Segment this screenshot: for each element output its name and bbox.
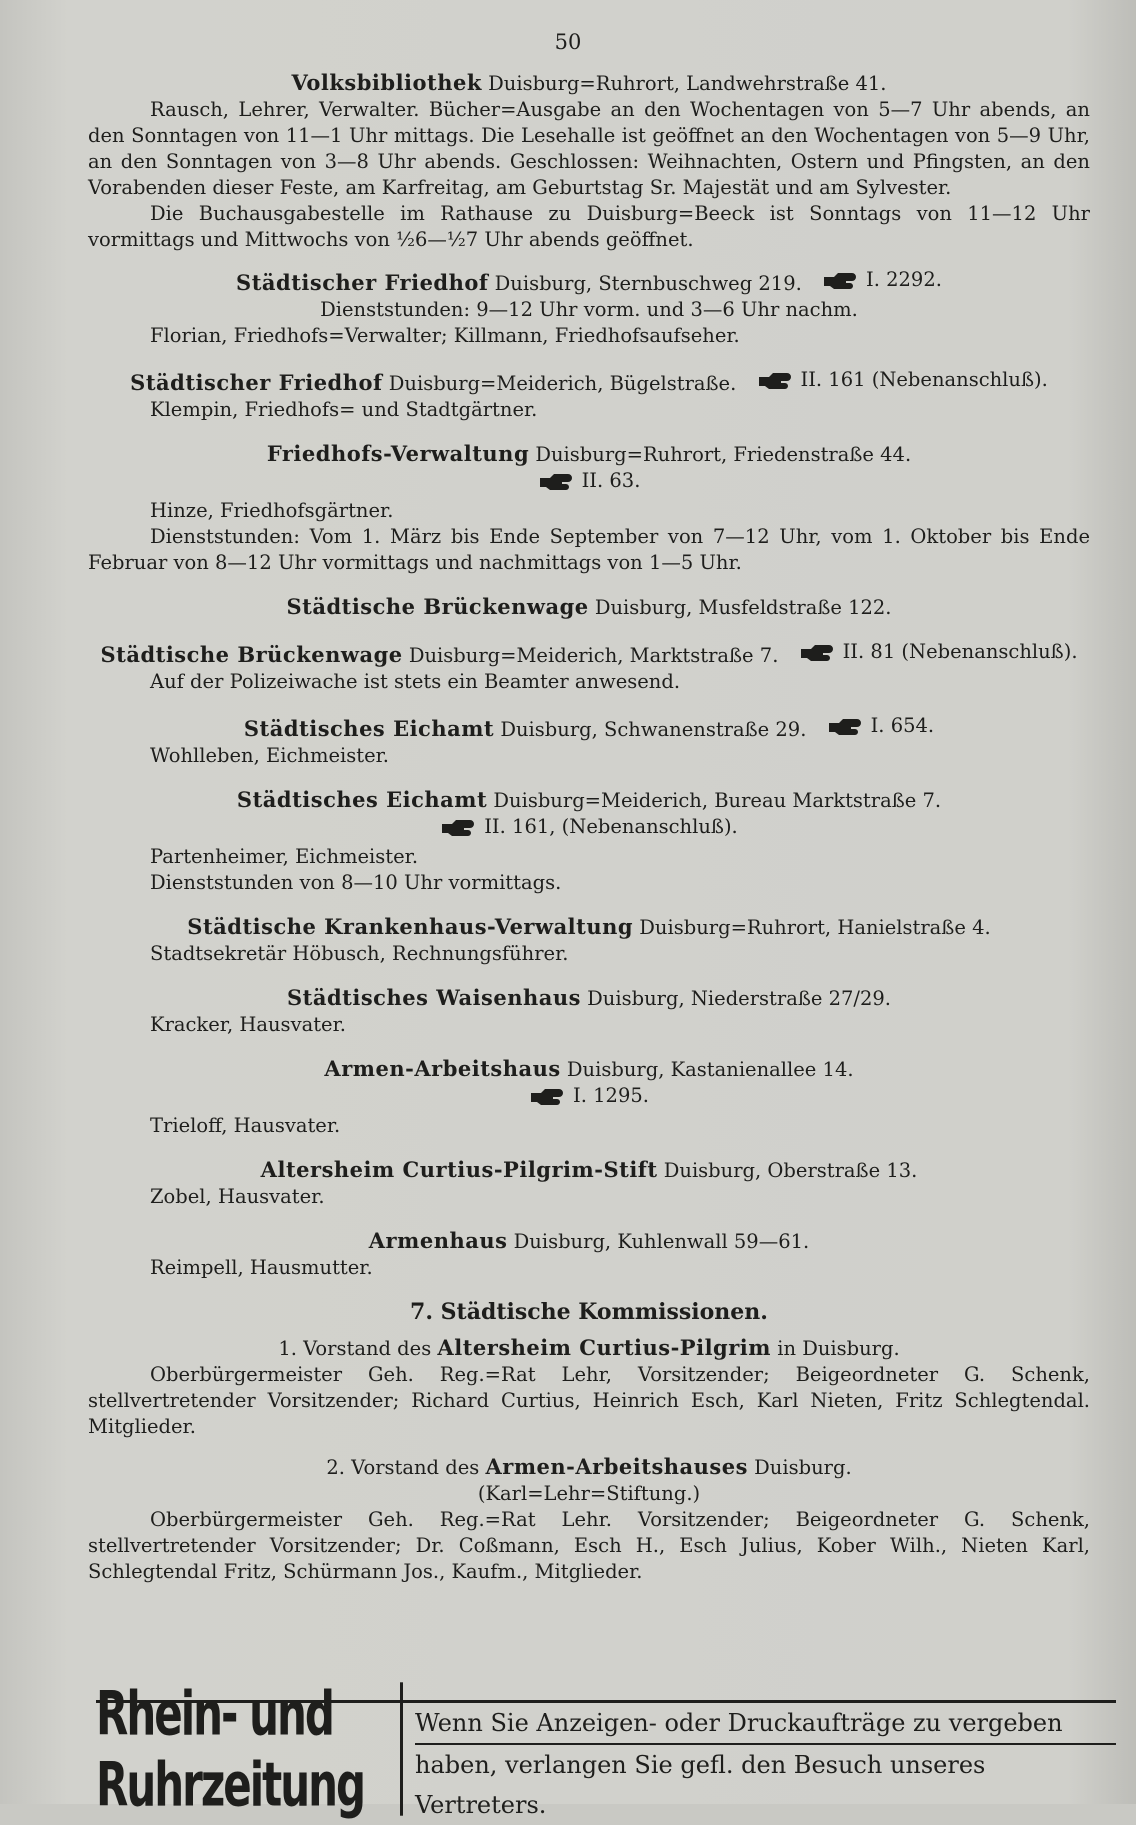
kommission-members: Oberbürgermeister Geh. Reg.=Rat Lehr, Vorsitzender; Beigeordneter G. Schenk, stellvertretender Vorsitzender; Richard Curtius, Heinrich Esch, Karl Nieten, Fritz Schlegtendal. Mitglieder. xyxy=(88,1363,1090,1438)
entry-krankenhaus xyxy=(88,914,1090,967)
entry-name: Städtischer Friedhof xyxy=(236,270,489,295)
entry-heading xyxy=(88,367,1090,397)
entry-address: Duisburg=Meiderich, Marktstraße 7. xyxy=(408,644,779,667)
entry-friedhof-meiderich xyxy=(88,367,1090,423)
entry-address: Duisburg=Ruhrort, Landwehrstraße 41. xyxy=(488,72,887,95)
entry-heading xyxy=(88,1228,1090,1255)
kommission-heading: 1. Vorstand des Altersheim Curtius-Pilgrim in Duisburg. xyxy=(278,1335,900,1360)
entry-address: Duisburg=Ruhrort, Hanielstraße 4. xyxy=(639,916,991,939)
entry-address: Duisburg, Oberstraße 13. xyxy=(663,1159,918,1182)
entry-line: Auf der Polizeiwache ist stets ein Beamter anwesend. xyxy=(150,670,681,693)
advertisement-line: haben, verlangen Sie gefl. den Besuch unseres Vertreters. xyxy=(415,1751,986,1819)
entry-name: Volksbibliothek xyxy=(291,70,482,95)
kommission-note: (Karl=Lehr=Stiftung.) xyxy=(477,1482,701,1505)
entry-heading xyxy=(88,914,1090,941)
entry-heading xyxy=(88,713,1090,743)
telephone-hand-icon xyxy=(440,817,478,837)
kommission-heading: 2. Vorstand des Armen-Arbeitshauses Duisburg. xyxy=(326,1454,852,1479)
entry-line: Florian, Friedhofs=Verwalter; Killmann, Friedhofsaufseher. xyxy=(150,324,740,347)
entry-arbeitshaus xyxy=(88,1056,1090,1139)
document-body xyxy=(88,70,1090,1599)
entry-heading xyxy=(88,639,1090,669)
entry-address: Duisburg, Kuhlenwall 59—61. xyxy=(513,1230,810,1253)
entry-friedhofsverwaltung xyxy=(88,441,1090,576)
entry-name: Städtische Krankenhaus-Verwaltung xyxy=(187,914,634,939)
telephone-hand-icon xyxy=(757,370,795,390)
entry-address: Duisburg, Niederstraße 27/29. xyxy=(587,987,891,1010)
entry-address: Duisburg, Sternbuschweg 219. xyxy=(494,272,802,295)
entry-heading xyxy=(88,70,1090,97)
entry-address: Duisburg=Meiderich, Bügelstraße. xyxy=(388,372,737,395)
entry-heading xyxy=(88,1157,1090,1184)
entry-heading xyxy=(88,441,1090,468)
kommission-name: Altersheim Curtius-Pilgrim xyxy=(437,1335,771,1360)
phone-number: II. 81 (Nebenanschluß). xyxy=(799,639,1078,665)
telephone-hand-icon xyxy=(822,270,860,290)
entry-name: Armen-Arbeitshaus xyxy=(324,1056,561,1081)
entry-line: Hinze, Friedhofsgärtner. xyxy=(150,499,394,522)
entry-friedhof-sternbuschweg xyxy=(88,267,1090,349)
entry-name: Armenhaus xyxy=(368,1228,508,1253)
telephone-hand-icon xyxy=(827,716,865,736)
entry-line: Partenheimer, Eichmeister. xyxy=(150,845,419,868)
entry-address: Duisburg, Schwanenstraße 29. xyxy=(500,718,807,741)
entry-line: Stadtsekretär Höbusch, Rechnungsführer. xyxy=(150,942,569,965)
entry-brueckenwage-meiderich xyxy=(88,639,1090,695)
entry-armenhaus xyxy=(88,1228,1090,1281)
entry-heading xyxy=(88,985,1090,1012)
telephone-hand-icon xyxy=(529,1086,567,1106)
entry-name: Altersheim Curtius-Pilgrim-Stift xyxy=(260,1157,658,1182)
entry-paragraph: Die Buchausgabestelle im Rathause zu Duisburg=Beeck ist Sonntags von 11—12 Uhr vormittags und Mittwochs von ½6—½7 Uhr abends geöffnet. xyxy=(88,202,1090,251)
phone-number: I. 2292. xyxy=(822,267,942,293)
entry-eichamt-schwanenstrasse xyxy=(88,713,1090,769)
entry-address: Duisburg, Musfeldstraße 122. xyxy=(594,596,892,619)
entry-address: Duisburg=Meiderich, Bureau Marktstraße 7. xyxy=(493,789,942,812)
section-title: 7. Städtische Kommissionen. xyxy=(410,1299,768,1325)
telephone-hand-icon xyxy=(799,642,837,662)
entry-name: Städtischer Friedhof xyxy=(130,370,383,395)
phone-number: I. 1295. xyxy=(88,1083,1090,1113)
kommission-2 xyxy=(88,1454,1090,1585)
entry-paragraph: Dienststunden: Vom 1. März bis Ende September von 7—12 Uhr, vom 1. Oktober bis Ende Februar von 8—12 Uhr vormittags und nachmittags von 1—5 Uhr. xyxy=(88,525,1090,574)
entry-address: Duisburg, Kastanienallee 14. xyxy=(566,1058,854,1081)
entry-brueckenwage-musfeldstrasse xyxy=(88,594,1090,621)
kommission-1 xyxy=(88,1335,1090,1440)
advertisement-text xyxy=(403,1703,1116,1819)
entry-line: Zobel, Hausvater. xyxy=(150,1185,325,1208)
entry-line: Dienststunden: 9—12 Uhr vorm. und 3—6 Uhr nachm. xyxy=(320,298,858,321)
advertisement-line: Wenn Sie Anzeigen- oder Druckaufträge zu vergeben xyxy=(415,1703,1116,1745)
entry-line: Trieloff, Hausvater. xyxy=(150,1114,341,1137)
entry-paragraph: Rausch, Lehrer, Verwalter. Bücher=Ausgabe an den Wochentagen von 5—7 Uhr abends, an den Sonntagen von 11—1 Uhr mittags. Die Lesehalle ist geöffnet an den Wochentagen von 5—9 Uhr, an den Sonntagen von 3—8 Uhr abends. Geschlossen: Weihnachten, Ostern und Pfingsten, an den Vorabenden dieser Feste, am Karfreitag, am Geburtstag Sr. Majestät und am Sylvester. xyxy=(88,98,1090,199)
entry-volksbibliothek xyxy=(88,70,1090,253)
entry-name: Städtisches Waisenhaus xyxy=(287,985,581,1010)
entry-address: Duisburg=Ruhrort, Friedenstraße 44. xyxy=(535,443,912,466)
advertisement-brand: Rhein- und Ruhrzeitung xyxy=(96,1682,403,1815)
entry-heading xyxy=(88,267,1090,297)
telephone-hand-icon xyxy=(538,471,576,491)
entry-name: Friedhofs-Verwaltung xyxy=(266,441,530,466)
phone-number: II. 63. xyxy=(88,468,1090,498)
entry-name: Städtisches Eichamt xyxy=(236,787,488,812)
phone-number: II. 161 (Nebenanschluß). xyxy=(757,367,1048,393)
entry-name: Städtische Brückenwage xyxy=(286,594,589,619)
entry-heading xyxy=(88,787,1090,814)
entry-waisenhaus xyxy=(88,985,1090,1038)
entry-line: Reimpell, Hausmutter. xyxy=(150,1256,373,1279)
phone-number: I. 654. xyxy=(827,713,935,739)
entry-line: Klempin, Friedhofs= und Stadtgärtner. xyxy=(150,398,538,421)
entry-name: Städtische Brückenwage xyxy=(100,642,403,667)
entry-altersheim xyxy=(88,1157,1090,1210)
phone-number: II. 161, (Nebenanschluß). xyxy=(88,814,1090,844)
entry-heading xyxy=(88,1056,1090,1083)
entry-name: Städtisches Eichamt xyxy=(243,716,495,741)
entry-line: Dienststunden von 8—10 Uhr vormittags. xyxy=(150,871,562,894)
entry-line: Kracker, Hausvater. xyxy=(150,1013,346,1036)
page-number: 50 xyxy=(554,30,582,54)
entry-eichamt-meiderich xyxy=(88,787,1090,896)
kommission-members: Oberbürgermeister Geh. Reg.=Rat Lehr. Vorsitzender; Beigeordneter G. Schenk, stellvertretender Vorsitzender; Dr. Coßmann, Esch H., Esch Julius, Kober Wilh., Nieten Karl, Schlegtendal Fritz, Schürmann Jos., Kaufm., Mitglieder. xyxy=(88,1508,1090,1583)
entry-line: Wohlleben, Eichmeister. xyxy=(150,744,389,767)
advertisement-banner xyxy=(96,1677,1116,1821)
entry-heading xyxy=(88,594,1090,621)
kommission-name: Armen-Arbeitshauses xyxy=(485,1454,748,1479)
